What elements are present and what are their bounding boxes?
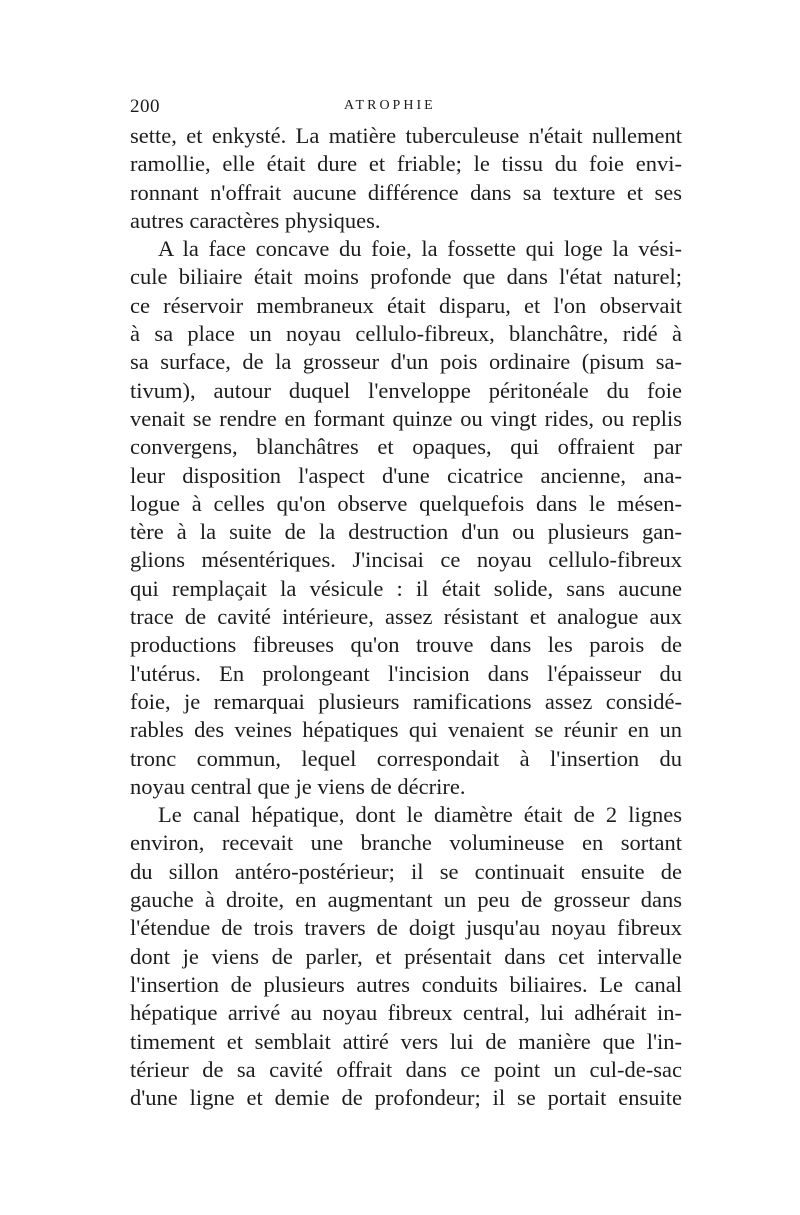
text-line: ramollie, elle était dure et friable; le tissu du foie envi- [130,151,682,177]
text-line: trace de cavité intérieure, assez résistant et analogue aux [130,604,682,630]
text-line: l'étendue de trois travers de doigt jusqu'au noyau fibreux [130,915,682,941]
text-line: rables des veines hépatiques qui venaient se réunir en un [130,717,682,743]
text-line: dont je viens de parler, et présentait dans cet intervalle [130,943,682,969]
text-line: noyau central que je viens de décrire. [130,773,466,799]
text-line: cule biliaire était moins profonde que dans l'état naturel; [130,264,682,290]
text-line: Le canal hépatique, dont le diamètre était de 2 lignes [158,802,682,828]
text-line: qui remplaçait la vésicule : il était solide, sans aucune [130,575,682,601]
running-title: ATROPHIE [344,98,436,113]
text-line: l'utérus. En prolongeant l'incision dans l'épaisseur du [130,660,682,686]
page-number: 200 [130,96,160,117]
text-line: glions mésentériques. J'incisai ce noyau cellulo-fibreux [130,547,682,573]
text-line: environ, recevait une branche volumineuse en sortant [130,830,682,856]
text-line: hépatique arrivé au noyau fibreux central, lui adhérait in- [130,1000,682,1026]
text-line: productions fibreuses qu'on trouve dans les parois de [130,632,682,658]
text-line: ronnant n'offrait aucune différence dans sa texture et ses [130,179,682,205]
text-line: timement et semblait attiré vers lui de manière que l'in- [130,1028,682,1054]
text-line: d'une ligne et demie de profondeur; il se portait ensuite [130,1085,682,1111]
body-text [130,122,682,1112]
text-line: convergens, blanchâtres et opaques, qui offraient par [130,434,682,460]
text-line: ce réservoir membraneux était disparu, et l'on observait [130,292,682,318]
text-line: à sa place un noyau cellulo-fibreux, blanchâtre, ridé à [130,321,682,347]
text-line: térieur de sa cavité offrait dans ce point un cul-de-sac [130,1056,682,1082]
text-line: tivum), autour duquel l'enveloppe péritonéale du foie [130,377,682,403]
running-head [130,96,682,118]
text-line: leur disposition l'aspect d'une cicatrice ancienne, ana- [130,462,682,488]
text-line: du sillon antéro-postérieur; il se continuait ensuite de [130,858,682,884]
text-line: tronc commun, lequel correspondait à l'insertion du [130,745,682,771]
text-line: logue à celles qu'on observe quelquefois dans le mésen- [130,490,682,516]
text-line: l'insertion de plusieurs autres conduits biliaires. Le canal [130,971,682,997]
text-line: sa surface, de la grosseur d'un pois ordinaire (pisum sa- [130,349,682,375]
text-line: sette, et enkysté. La matière tuberculeuse n'était nullement [130,123,682,148]
text-line: gauche à droite, en augmentant un peu de grosseur dans [130,887,682,913]
text-line: autres caractères physiques. [130,207,381,233]
text-line: tère à la suite de la destruction d'un ou plusieurs gan- [130,519,682,545]
text-line: venait se rendre en formant quinze ou vingt rides, ou replis [130,405,682,431]
text-line: foie, je remarquai plusieurs ramifications assez considé- [130,688,682,714]
text-line: A la face concave du foie, la fossette qui loge la vési- [158,236,682,262]
